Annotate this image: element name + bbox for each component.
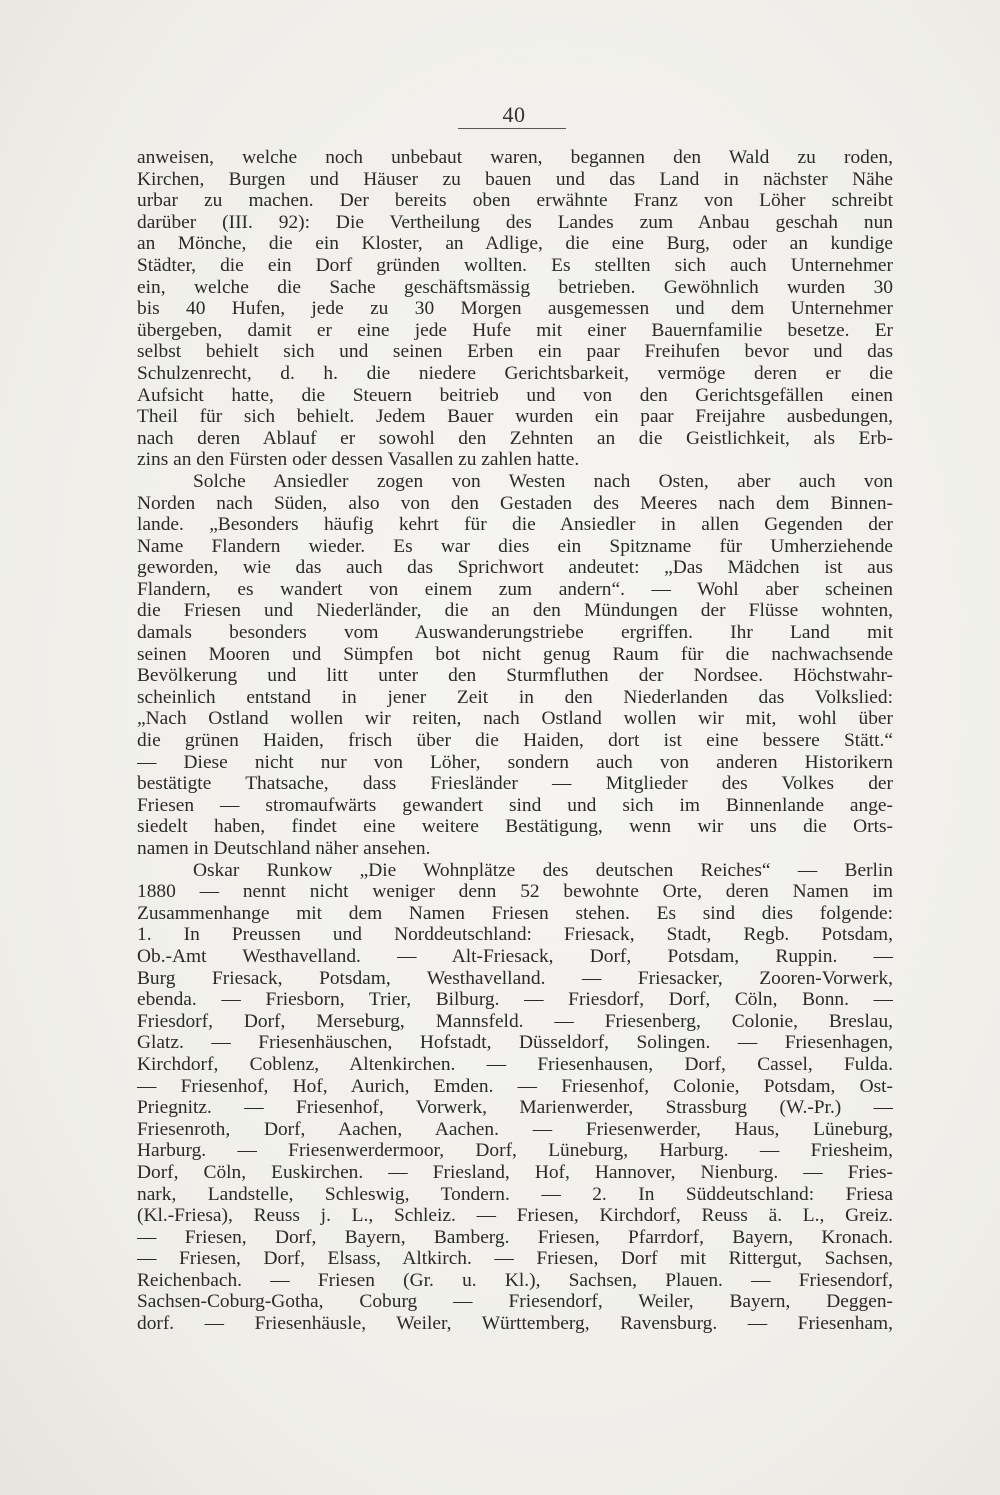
text-line: nark, Landstelle, Schleswig, Tondern. — 2. In Süddeutschland: Friesa (137, 1183, 893, 1205)
text-line: Zusammenhange mit dem Namen Friesen stehen. Es sind dies folgende: (137, 902, 893, 924)
text-line: die Friesen und Niederländer, die an den Mündungen der Flüsse wohnten, (137, 600, 893, 622)
text-line: — Diese nicht nur von Löher, sondern auch von anderen Historikern (137, 751, 893, 773)
header-rule (458, 128, 566, 129)
text-line: darüber (III. 92): Die Vertheilung des Landes zum Anbau geschah nun (137, 211, 893, 233)
text-line: Bevölkerung und litt unter den Sturmfluthen der Nordsee. Höchstwahr- (137, 665, 893, 687)
text-line: Solche Ansiedler zogen von Westen nach Osten, aber auch von (193, 470, 893, 492)
text-line: geworden, wie das auch das Sprichwort andeutet: „Das Mädchen ist aus (137, 557, 893, 579)
text-line: ein, welche die Sache geschäftsmässig betrieben. Gewöhnlich wurden 30 (137, 276, 893, 298)
text-line: lande. „Besonders häufig kehrt für die Ansiedler in allen Gegenden der (137, 514, 893, 536)
text-line: anweisen, welche noch unbebaut waren, begannen den Wald zu roden, (137, 147, 893, 168)
text-line: — Friesen, Dorf, Elsass, Altkirch. — Friesen, Dorf mit Rittergut, Sachsen, (137, 1248, 893, 1270)
text-line: Schulzenrecht, d. h. die niedere Gerichtsbarkeit, vermöge deren er die (137, 362, 893, 384)
text-line: Norden nach Süden, also von den Gestaden des Meeres nach dem Binnen- (137, 492, 893, 514)
text-line: 1. In Preussen und Norddeutschland: Friesack, Stadt, Regb. Potsdam, (137, 924, 893, 946)
text-line: Flandern, es wandert von einem zum andern“. — Wohl aber scheinen (137, 578, 893, 600)
text-line: übergeben, damit er eine jede Hufe mit einer Bauernfamilie besetze. Er (137, 319, 893, 341)
text-line: — Friesenhof, Hof, Aurich, Emden. — Friesenhof, Colonie, Potsdam, Ost- (137, 1075, 893, 1097)
text-line: Ob.-Amt Westhavelland. — Alt-Friesack, Dorf, Potsdam, Ruppin. — (137, 945, 893, 967)
text-line: siedelt haben, findet eine weitere Bestätigung, wenn wir uns die Orts- (137, 816, 893, 838)
text-line: namen in Deutschland näher ansehen. (137, 838, 431, 859)
text-line: Städter, die ein Dorf gründen wollten. Es stellten sich auch Unternehmer (137, 254, 893, 276)
text-line: „Nach Ostland wollen wir reiten, nach Ostland wollen wir mit, wohl über (137, 708, 893, 730)
text-line: bis 40 Hufen, jede zu 30 Morgen ausgemessen und dem Unternehmer (137, 298, 893, 320)
text-line: — Friesen, Dorf, Bayern, Bamberg. Friesen, Pfarrdorf, Bayern, Kronach. (137, 1226, 893, 1248)
text-line: bestätigte Thatsache, dass Friesländer — Mitglieder des Volkes der (137, 773, 893, 795)
text-line: 1880 — nennt nicht weniger denn 52 bewohnte Orte, deren Namen im (137, 881, 893, 903)
text-line: Oskar Runkow „Die Wohnplätze des deutschen Reiches“ — Berlin (193, 859, 893, 881)
text-line: Friesenroth, Dorf, Aachen, Aachen. — Friesenwerder, Haus, Lüneburg, (137, 1118, 893, 1140)
text-line: Friesen — stromaufwärts gewandert sind und sich im Binnenlande ange- (137, 794, 893, 816)
text-line: Dorf, Cöln, Euskirchen. — Friesland, Hof, Hannover, Nienburg. — Fries- (137, 1161, 893, 1183)
text-line: selbst behielt sich und seinen Erben ein paar Freihufen bevor und das (137, 341, 893, 363)
text-line: Kirchdorf, Coblenz, Altenkirchen. — Friesenhausen, Dorf, Cassel, Fulda. (137, 1053, 893, 1075)
text-line: Friesdorf, Dorf, Merseburg, Mannsfeld. — Friesenberg, Colonie, Breslau, (137, 1010, 893, 1032)
text-line: Aufsicht hatte, die Steuern beitrieb und von den Gerichtsgefällen einen (137, 384, 893, 406)
text-line: nach deren Ablauf er sowohl den Zehnten an die Geistlichkeit, als Erb- (137, 427, 893, 449)
text-line: Priegnitz. — Friesenhof, Vorwerk, Marienwerder, Strassburg (W.-Pr.) — (137, 1097, 893, 1119)
text-line: Kirchen, Burgen und Häuser zu bauen und das Land in nächster Nähe (137, 168, 893, 190)
body-text (137, 147, 893, 1335)
text-line: Theil für sich behielt. Jedem Bauer wurden ein paar Freijahre ausbedungen, (137, 406, 893, 428)
text-line: Glatz. — Friesenhäuschen, Hofstadt, Düsseldorf, Solingen. — Friesenhagen, (137, 1032, 893, 1054)
text-line: Burg Friesack, Potsdam, Westhavelland. — Friesacker, Zooren-Vorwerk, (137, 967, 893, 989)
text-line: seinen Mooren und Sümpfen bot nicht genug Raum für die nachwachsende (137, 643, 893, 665)
text-line: die grünen Haiden, frisch über die Haiden, dort ist eine bessere Stätt.“ (137, 730, 893, 752)
text-line: zins an den Fürsten oder dessen Vasallen zu zahlen hatte. (137, 449, 580, 471)
page-number: 40 (502, 102, 526, 127)
text-line: dorf. — Friesenhäusle, Weiler, Württemberg, Ravensburg. — Friesenham, (137, 1313, 893, 1335)
text-line: ebenda. — Friesborn, Trier, Bilburg. — Friesdorf, Dorf, Cöln, Bonn. — (137, 989, 893, 1011)
text-line: Harburg. — Friesenwerdermoor, Dorf, Lüneburg, Harburg. — Friesheim, (137, 1140, 893, 1162)
text-line: damals besonders vom Auswanderungstriebe ergriffen. Ihr Land mit (137, 622, 893, 644)
text-line: Name Flandern wieder. Es war dies ein Spitzname für Umherziehende (137, 535, 893, 557)
text-line: an Mönche, die ein Kloster, an Adlige, die eine Burg, oder an kundige (137, 233, 893, 255)
text-line: Reichenbach. — Friesen (Gr. u. Kl.), Sachsen, Plauen. — Friesendorf, (137, 1269, 893, 1291)
text-line: urbar zu machen. Der bereits oben erwähnte Franz von Löher schreibt (137, 190, 893, 212)
text-line: Sachsen-Coburg-Gotha, Coburg — Friesendorf, Weiler, Bayern, Deggen- (137, 1291, 893, 1313)
text-line: scheinlich entstand in jener Zeit in den Niederlanden das Volkslied: (137, 686, 893, 708)
text-line: (Kl.-Friesa), Reuss j. L., Schleiz. — Friesen, Kirchdorf, Reuss ä. L., Greiz. (137, 1205, 893, 1227)
